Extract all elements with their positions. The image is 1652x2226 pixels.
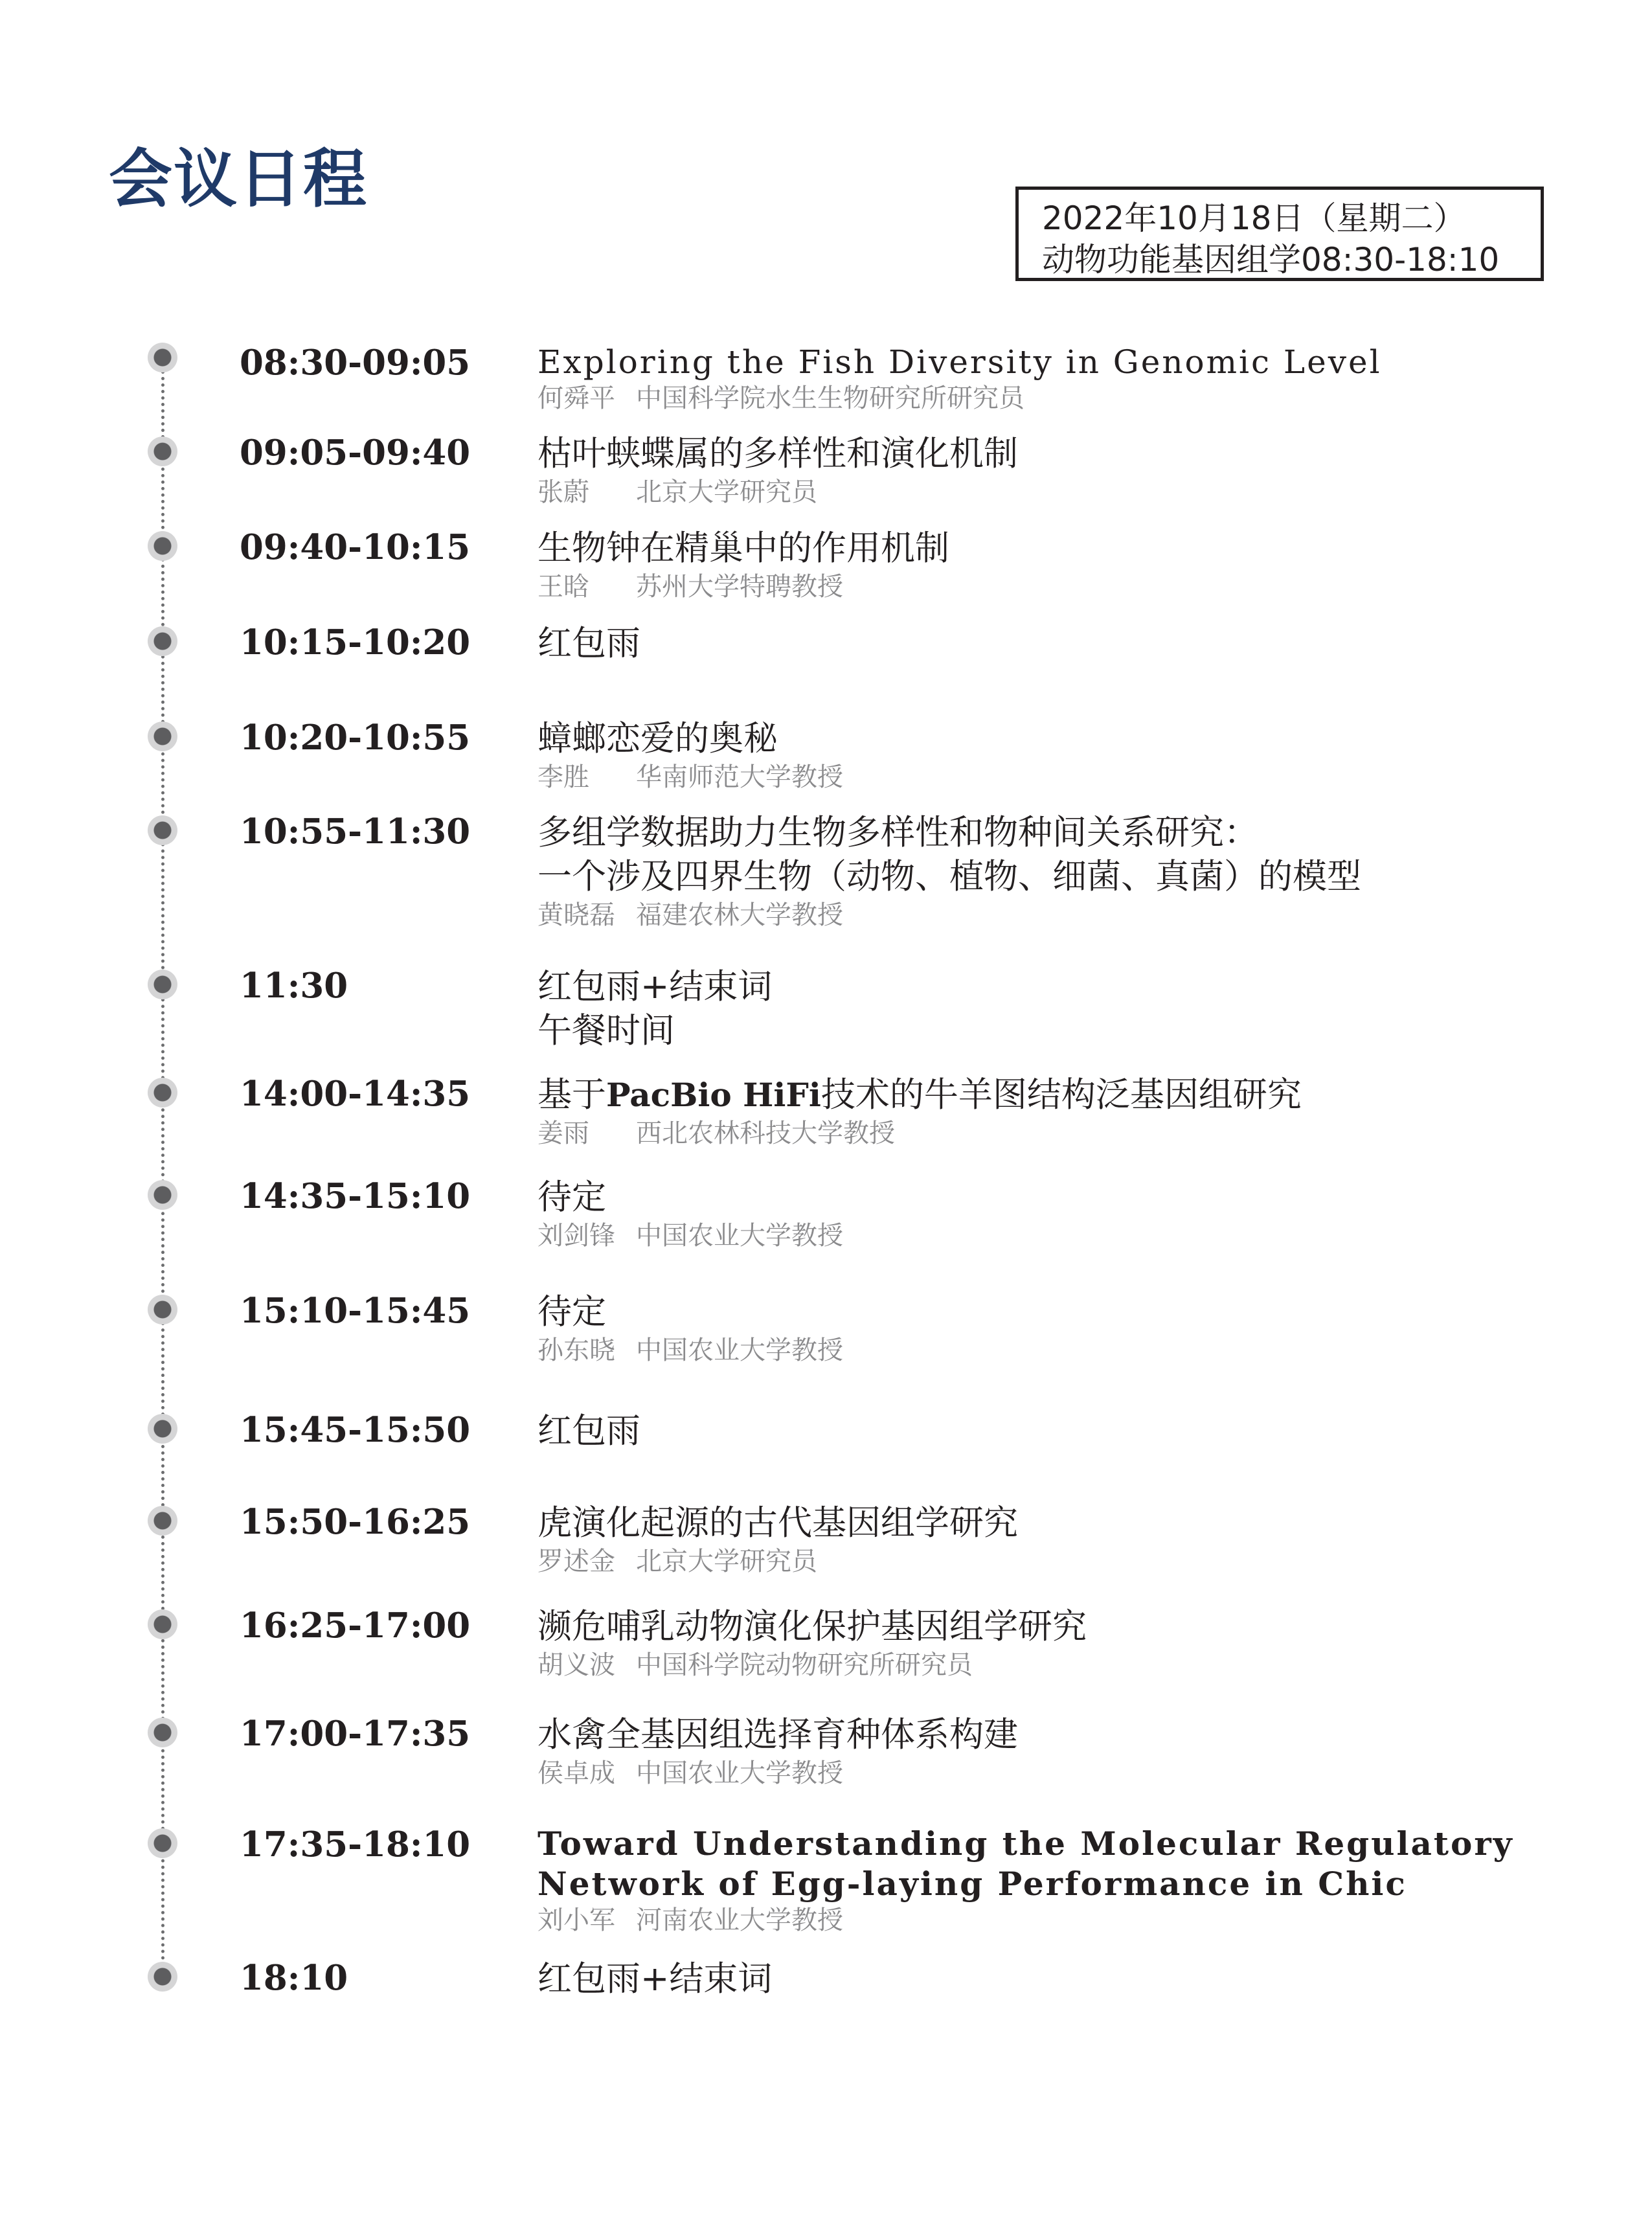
speaker	[537, 1220, 1600, 1252]
timeline-dot	[148, 815, 177, 845]
speaker	[537, 1334, 1600, 1367]
speaker-org: 中国科学院动物研究所研究员	[636, 1650, 973, 1680]
session-title: 枯叶蛱蝶属的多样性和演化机制	[537, 434, 1018, 473]
session-title: Toward Understanding the Molecular Regulatory	[537, 1824, 1514, 1863]
session-time: 10:55-11:30	[240, 812, 471, 852]
speaker	[537, 476, 1600, 508]
speaker-name: 姜雨	[537, 1119, 589, 1148]
title-prefix: 基于	[537, 1075, 606, 1115]
title-bold-term: PacBio HiFi	[606, 1076, 821, 1114]
session-title	[537, 1073, 1600, 1117]
speaker-name: 张蔚	[537, 477, 589, 507]
speaker	[537, 1757, 1600, 1789]
timeline-dot	[148, 437, 177, 466]
session-content	[537, 1605, 1600, 1681]
session-content	[537, 527, 1600, 603]
page-title: 会议日程	[109, 142, 368, 216]
session-content	[537, 1175, 1600, 1252]
session-time: 17:35-18:10	[240, 1824, 471, 1865]
session-time: 16:25-17:00	[240, 1606, 471, 1646]
session-time: 08:30-09:05	[240, 343, 471, 383]
session-time: 11:30	[240, 966, 348, 1006]
timeline-dot	[148, 626, 177, 656]
session-title: 红包雨	[537, 1411, 640, 1451]
session-time: 14:35-15:10	[240, 1176, 471, 1216]
speaker	[537, 1904, 1600, 1936]
session-content	[537, 1290, 1600, 1367]
session-time: 15:10-15:45	[240, 1291, 471, 1331]
speaker-org: 福建农林大学教授	[636, 900, 843, 930]
timeline-dot	[148, 1180, 177, 1210]
date-info-box	[1015, 187, 1544, 281]
speaker-org: 西北农林科技大学教授	[636, 1119, 895, 1148]
session-content	[537, 1957, 1600, 2001]
timeline-dot	[148, 1078, 177, 1107]
timeline-dot	[148, 1962, 177, 1992]
speaker-org: 北京大学研究员	[636, 1547, 817, 1576]
speaker-org: 中国科学院水生生物研究所研究员	[636, 383, 1024, 413]
session-content	[537, 965, 1600, 1053]
speaker-name: 黄晓磊	[537, 900, 615, 930]
session-time: 09:40-10:15	[240, 527, 471, 567]
session-time: 15:45-15:50	[240, 1410, 471, 1450]
timeline-dot	[148, 1718, 177, 1747]
timeline-dot	[148, 970, 177, 999]
session-content	[537, 1713, 1600, 1789]
speaker-org: 华南师范大学教授	[636, 762, 843, 792]
speaker	[537, 899, 1600, 931]
session-title: 红包雨+结束词	[537, 967, 773, 1006]
speaker	[537, 1649, 1600, 1681]
session-title: 生物钟在精巢中的作用机制	[537, 528, 949, 568]
session-content	[537, 622, 1600, 666]
session-time: 10:20-10:55	[240, 718, 471, 758]
speaker	[537, 761, 1600, 793]
session-time: 18:10	[240, 1958, 348, 1998]
session-content	[537, 717, 1600, 793]
session-time: 14:00-14:35	[240, 1074, 471, 1114]
timeline-dot	[148, 1828, 177, 1858]
session-title: 水禽全基因组选择育种体系构建	[537, 1715, 1018, 1755]
speaker-name: 侯卓成	[537, 1758, 615, 1788]
timeline-dot	[148, 531, 177, 561]
timeline-dot	[148, 1295, 177, 1324]
speaker	[537, 382, 1600, 415]
session-title: 虎演化起源的古代基因组学研究	[537, 1503, 1018, 1543]
session-title: Exploring the Fish Diversity in Genomic Level	[537, 343, 1382, 381]
session-title: 待定	[537, 1177, 606, 1217]
session-content	[537, 432, 1600, 508]
session-content	[537, 1824, 1600, 1936]
title-suffix: 技术的牛羊图结构泛基因组研究	[820, 1075, 1302, 1115]
speaker-name: 李胜	[537, 762, 589, 792]
session-content	[537, 1409, 1600, 1453]
session-title-line2: 午餐时间	[537, 1011, 675, 1051]
speaker-name: 胡义波	[537, 1650, 615, 1680]
session-line: 动物功能基因组学08:30-18:10	[1042, 241, 1500, 278]
session-title: 红包雨+结束词	[537, 1959, 773, 1999]
session-time: 09:05-09:40	[240, 433, 471, 473]
session-title-line2: 一个涉及四界生物（动物、植物、细菌、真菌）的模型	[537, 857, 1361, 896]
speaker-org: 苏州大学特聘教授	[636, 572, 843, 602]
speaker-name: 刘小军	[537, 1905, 615, 1935]
session-title: 待定	[537, 1292, 606, 1332]
session-title: 多组学数据助力生物多样性和物种间关系研究：	[537, 813, 1258, 852]
speaker	[537, 1545, 1600, 1578]
speaker-name: 孙东晓	[537, 1335, 615, 1365]
speaker-org: 中国农业大学教授	[636, 1221, 843, 1251]
speaker	[537, 1117, 1600, 1150]
speaker-name: 王晗	[537, 572, 589, 602]
session-content	[537, 1073, 1600, 1150]
timeline-dot	[148, 1506, 177, 1536]
session-title-line2: Network of Egg-laying Performance in Chic	[537, 1865, 1407, 1903]
speaker-org: 中国农业大学教授	[636, 1335, 843, 1365]
speaker-org: 北京大学研究员	[636, 477, 817, 507]
session-title: 濒危哺乳动物演化保护基因组学研究	[537, 1607, 1087, 1646]
session-content	[537, 342, 1600, 415]
speaker-name: 罗述金	[537, 1547, 615, 1576]
session-time: 17:00-17:35	[240, 1714, 471, 1754]
session-content	[537, 811, 1600, 931]
session-time: 10:15-10:20	[240, 622, 471, 663]
timeline-dot	[148, 343, 177, 372]
session-title: 红包雨	[537, 624, 640, 663]
speaker	[537, 571, 1600, 603]
speaker-name: 何舜平	[537, 383, 615, 413]
speaker-org: 河南农业大学教授	[636, 1905, 843, 1935]
session-content	[537, 1501, 1600, 1578]
timeline-dot	[148, 1414, 177, 1444]
timeline-dot	[148, 1609, 177, 1639]
speaker-name: 刘剑锋	[537, 1221, 615, 1251]
speaker-org: 中国农业大学教授	[636, 1758, 843, 1788]
session-time: 15:50-16:25	[240, 1502, 471, 1542]
timeline-dot	[148, 721, 177, 751]
date-line: 2022年10月18日（星期二）	[1042, 199, 1466, 237]
session-title: 蟑螂恋爱的奥秘	[537, 719, 778, 758]
